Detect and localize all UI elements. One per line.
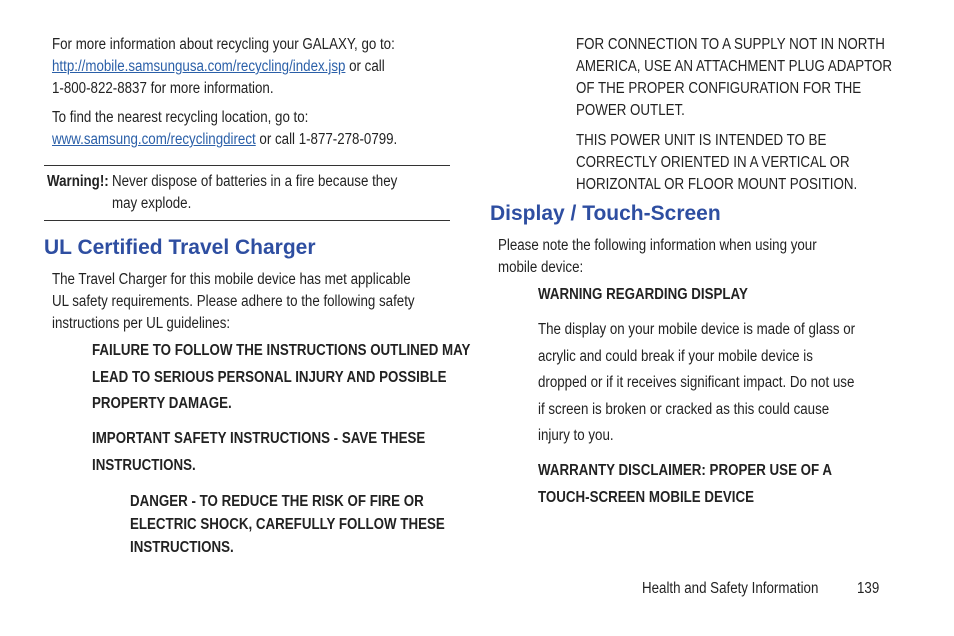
important-line: IMPORTANT SAFETY INSTRUCTIONS - SAVE THESE — [92, 430, 426, 447]
ul-charger-heading: UL Certified Travel Charger — [44, 236, 316, 259]
recycle-info-after-link: or call — [345, 58, 385, 75]
warning-bottom-rule — [44, 220, 450, 221]
display-intro-line: Please note the following information when using your — [498, 237, 817, 254]
warning-text — [112, 171, 397, 215]
display-body-line: injury to you. — [538, 427, 614, 444]
warning-line: Never dispose of batteries in a fire because they — [112, 173, 398, 190]
display-touchscreen-heading: Display / Touch-Screen — [490, 202, 721, 225]
nearest-location-line: To find the nearest recycling location, go to: — [52, 109, 309, 126]
recycle-info-line: For more information about recycling your GALAXY, go to: — [52, 36, 395, 53]
warranty-line: WARRANTY DISCLAIMER: PROPER USE OF A — [538, 462, 833, 479]
display-intro-line: mobile device: — [498, 259, 584, 276]
failure-warning — [92, 338, 470, 418]
ul-intro-line: The Travel Charger for this mobile device has met applicable — [52, 271, 411, 288]
failure-line: PROPERTY DAMAGE. — [92, 395, 232, 412]
display-body-line: The display on your mobile device is made of glass or — [538, 321, 856, 338]
connection-line: AMERICA, USE AN ATTACHMENT PLUG ADAPTOR — [576, 58, 893, 75]
warranty-line: TOUCH-SCREEN MOBILE DEVICE — [538, 488, 755, 506]
warning-display-heading: WARNING REGARDING DISPLAY — [538, 286, 748, 303]
warning-label-text: Warning!: — [47, 173, 109, 190]
danger-line: ELECTRIC SHOCK, CAREFULLY FOLLOW THESE — [130, 516, 445, 533]
nearest-location-line — [52, 129, 397, 151]
warranty-disclaimer — [538, 458, 832, 511]
ul-intro-line: instructions per UL guidelines: — [52, 315, 231, 332]
warning-label — [47, 171, 109, 193]
important-instructions — [92, 426, 425, 479]
failure-line: LEAD TO SERIOUS PERSONAL INJURY AND POSSIBLE — [92, 368, 447, 386]
danger-line: INSTRUCTIONS. — [130, 539, 234, 556]
connection-line: OF THE PROPER CONFIGURATION FOR THE — [576, 80, 862, 97]
recycle-info-paragraph — [52, 34, 395, 100]
display-body-line: acrylic and could break if your mobile device is — [538, 347, 813, 365]
orientation-line: HORIZONTAL OR FLOOR MOUNT POSITION. — [576, 176, 858, 193]
danger-warning — [130, 490, 445, 559]
display-body-line: if screen is broken or cracked as this could cause — [538, 400, 830, 418]
orientation-line: CORRECTLY ORIENTED IN A VERTICAL OR — [576, 154, 850, 171]
failure-line: FAILURE TO FOLLOW THE INSTRUCTIONS OUTLINED MAY — [92, 342, 471, 359]
ul-intro-line: UL safety requirements. Please adhere to the following safety — [52, 293, 415, 310]
recycle-info-line — [52, 56, 395, 78]
ul-intro-paragraph — [52, 269, 415, 335]
recycling-link[interactable]: http://mobile.samsungusa.com/recycling/index.jsp — [52, 58, 346, 75]
connection-line: POWER OUTLET. — [576, 102, 685, 119]
nearest-location-paragraph — [52, 107, 397, 151]
danger-line: DANGER - TO REDUCE THE RISK OF FIRE OR — [130, 493, 424, 510]
orientation-notice — [576, 130, 857, 196]
display-body-paragraph — [538, 317, 855, 450]
important-line: INSTRUCTIONS. — [92, 456, 196, 474]
display-body-line: dropped or if it receives significant impact. Do not use — [538, 374, 855, 391]
warning-line: may explode. — [112, 195, 192, 212]
orientation-line: THIS POWER UNIT IS INTENDED TO BE — [576, 132, 827, 149]
recycle-info-line: 1-800-822-8837 for more information. — [52, 80, 274, 97]
connection-notice — [576, 34, 892, 122]
connection-line: FOR CONNECTION TO A SUPPLY NOT IN NORTH — [576, 36, 885, 53]
footer-section-title: Health and Safety Information — [642, 580, 819, 597]
recycling-direct-link[interactable]: www.samsung.com/recyclingdirect — [52, 131, 256, 148]
page-number: 139 — [857, 580, 880, 597]
warning-top-rule — [44, 165, 450, 166]
nearest-after-link: or call 1-877-278-0799. — [255, 131, 398, 148]
display-intro-paragraph — [498, 235, 817, 279]
